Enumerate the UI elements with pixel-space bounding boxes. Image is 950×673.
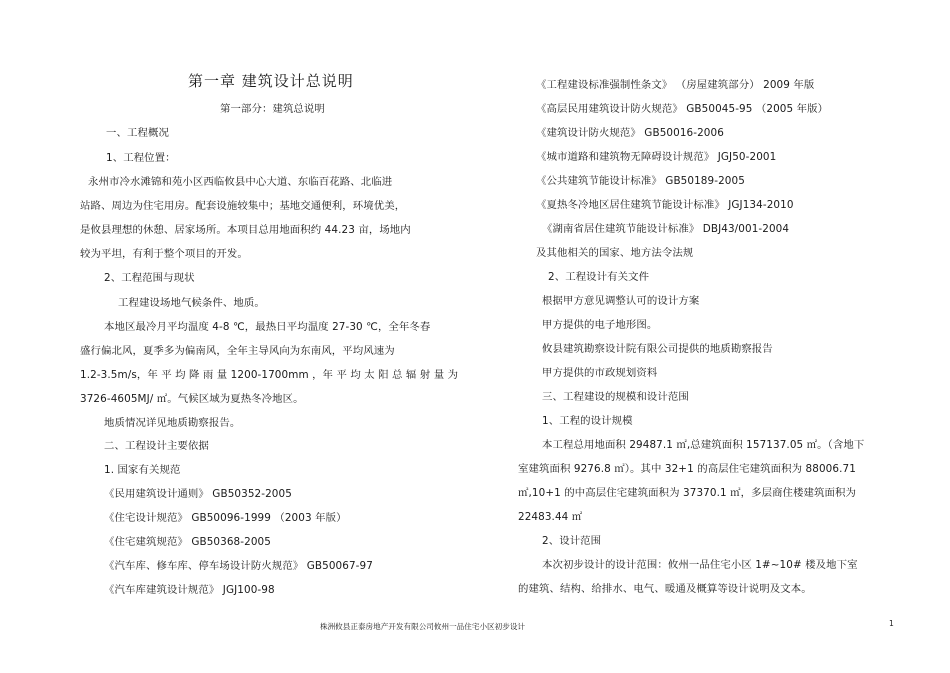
paragraph-line: 室建筑面积 9276.8 ㎡）。其中 32+1 的高层住宅建筑面积为 88006.71 <box>518 463 856 475</box>
paragraph-line: 工程建设场地气候条件、地质。 <box>118 297 265 309</box>
paragraph-line: 永州市冷水滩锦和苑小区西临攸县中心大道、东临百花路、北临进 <box>88 176 393 188</box>
code-item: 《城市道路和建筑物无障碍设计规范》 JGJ50-2001 <box>536 151 777 163</box>
paragraph-line: ㎡,10+1 的中高层住宅建筑面积为 37370.1 ㎡，多层商住楼建筑面积为 <box>518 487 856 499</box>
paragraph-line: 攸县建筑勘察设计院有限公司提供的地质勘察报告 <box>542 343 773 355</box>
paragraph-line: 地质情况详见地质勘察报告。 <box>104 417 241 429</box>
code-item: 《住宅建筑规范》 GB50368-2005 <box>104 536 271 548</box>
paragraph-line: 22483.44 ㎡ <box>518 511 583 523</box>
page-subtitle: 第一部分：建筑总说明 <box>220 103 325 115</box>
code-item: 《汽车库、修车库、停车场设计防火规范》 GB50067-97 <box>104 560 373 572</box>
code-item: 《湖南省居住建筑节能设计标准》 DBJ43/001-2004 <box>542 223 790 235</box>
code-item: 《汽车库建筑设计规范》 JGJ100-98 <box>104 584 275 596</box>
paragraph-line: 的建筑、结构、给排水、电气、暖通及概算等设计说明及文本。 <box>518 583 812 595</box>
page-number: 1 <box>889 619 894 628</box>
code-item: 《高层民用建筑设计防火规范》 GB50045-95 （2005 年版） <box>536 103 829 115</box>
heading-national-codes: 1. 国家有关规范 <box>104 464 181 476</box>
code-item: 《建筑设计防火规范》 GB50016-2006 <box>536 127 724 139</box>
code-item: 《民用建筑设计通则》 GB50352-2005 <box>104 488 292 500</box>
heading-design-scope: 2、设计范围 <box>542 535 602 547</box>
heading-project-location: 1、工程位置： <box>106 152 176 164</box>
heading-design-basis: 二、工程设计主要依据 <box>104 440 209 452</box>
paragraph-line: 盛行偏北风，夏季多为偏南风，全年主导风向为东南风，平均风速为 <box>80 345 395 357</box>
code-item: 《工程建设标准强制性条文》 （房屋建筑部分） 2009 年版 <box>536 79 815 91</box>
paragraph-line: 站路、周边为住宅用房。配套设施较集中；基地交通便利，环境优美， <box>80 200 406 212</box>
page-title: 第一章 建筑设计总说明 <box>188 72 354 90</box>
heading-project-overview: 一、工程概况 <box>106 127 169 139</box>
paragraph-line: 较为平坦，有利于整个项目的开发。 <box>80 248 248 260</box>
code-item: 《住宅设计规范》 GB50096-1999 （2003 年版） <box>104 512 347 524</box>
paragraph-line: 1.2-3.5m/s，年 平 均 降 雨 量 1200-1700mm ，年 平 均 太 阳 总 辐 射 量 为 <box>80 369 459 381</box>
heading-scale-scope: 三、工程建设的规模和设计范围 <box>542 391 689 403</box>
page-footer: 株洲攸县正泰房地产开发有限公司攸州一品住宅小区初步设计 <box>320 622 526 631</box>
paragraph-line: 甲方提供的市政规划资料 <box>542 367 658 379</box>
heading-design-scale: 1、工程的设计规模 <box>542 415 633 427</box>
paragraph-line: 3726-4605MJ/ ㎡。气候区域为夏热冬冷地区。 <box>80 393 304 405</box>
paragraph-line: 是攸县理想的休憩、居家场所。本项目总用地面积约 44.23 亩，场地内 <box>80 224 411 236</box>
paragraph-line: 本次初步设计的设计范围：攸州一品住宅小区 1#~10# 楼及地下室 <box>542 559 858 571</box>
paragraph-line: 本地区最冷月平均温度 4-8 ℃，最热日平均温度 27-30 ℃，全年冬春 <box>104 321 431 333</box>
paragraph-line: 本工程总用地面积 29487.1 ㎡,总建筑面积 157137.05 ㎡。（含地下 <box>542 439 865 451</box>
heading-scope-status: 2、工程范围与现状 <box>104 272 195 284</box>
heading-design-documents: 2、工程设计有关文件 <box>548 271 650 283</box>
paragraph-line: 根据甲方意见调整认可的设计方案 <box>542 295 700 307</box>
code-item: 《公共建筑节能设计标准》 GB50189-2005 <box>536 175 745 187</box>
paragraph-line: 甲方提供的电子地形图。 <box>542 319 658 331</box>
paragraph-line: 及其他相关的国家、地方法令法规 <box>536 247 694 259</box>
code-item: 《夏热冬冷地区居住建筑节能设计标准》 JGJ134-2010 <box>536 199 794 211</box>
